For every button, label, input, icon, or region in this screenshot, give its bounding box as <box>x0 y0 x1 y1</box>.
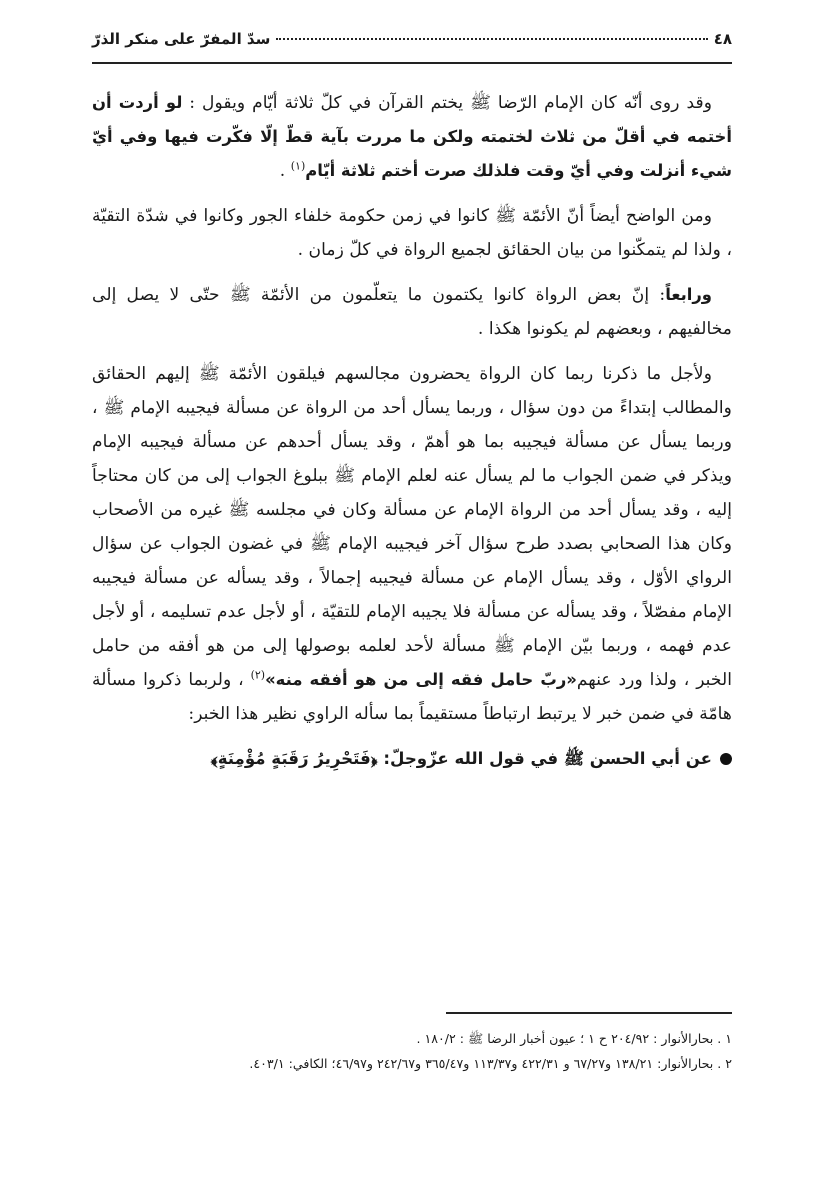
footnote-1: ١ . بحارالأنوار : ٢٠٤/٩٢ ح ١ ؛ عيون أخبار الرضا ﷺ : ١٨٠/٢ . <box>416 1031 732 1046</box>
paragraph-1 <box>92 86 732 188</box>
paragraph-4 <box>92 357 732 731</box>
hadith-quote-1: لو أردت أن أختمه في أقلّ من ثلاث لختمته ولكن ما مررت بآية قطّ إلّا فكّرت فيها وفي أيّ شيء أنزلت وفي أيّ وقت فلذلك صرت أختم ثلاثة أيّام <box>92 92 732 180</box>
bullet-line <box>92 742 732 776</box>
paragraph-3 <box>92 278 732 346</box>
footnote-separator <box>446 1012 732 1014</box>
quran-verse: ﴿فَتَحْرِيرُ رَقَبَةٍ مُؤْمِنَةٍ﴾ <box>210 748 378 768</box>
paragraph-1-end: . <box>279 160 291 181</box>
hadith-quote-2: «ربّ حامل فقه إلى من هو أفقه منه» <box>265 669 577 689</box>
footnote-2: ٢ . بحارالأنوار: ١٣٨/٢١ و٦٧/٢٧ و ٤٢٢/٣١ و١١٣/٣٧ و٣٦٥/٤٧ و٢٤٢/٦٧ و٤٦/٩٧؛ الكافي: ٤٠٣/١. <box>249 1056 732 1071</box>
paragraph-4-text: ولأجل ما ذكرنا ربما كان الرواة يحضرون مجالسهم فيلقون الأئمّة ﷺ إليهم الحقائق والمطالب إبتداءً من دون سؤال ، وربما يسأل أحد من الرواة عن مسألة فيجيبه الإمام ﷺ ، وربما يسأل عن مسألة فيجيبه بما هو أهمّ ، وقد يسأل أحدهم عن مسألة فيجيبه الإمام ويذكر في ضمن الجواب ما لم يسأل عنه لعلم الإمام ﷺ ببلوغ الجواب إلى من كان محتاجاً إليه ، وقد يسأل أحد من الرواة الإمام عن مسألة وكان في مجلسه ﷺ غيره من الأصحاب وكان هذا الصحابي بصدد طرح سؤال آخر فيجيبه الإمام ﷺ في غضون الجواب عن سؤال الرواي الأوّل ، وقد يسأل الإمام عن مسألة فيجيبه إجمالاً ، وقد يسأله عن مسألة فيجيبه الإمام مفصّلاً ، وقد يسأله عن مسألة فلا يجيبه الإمام للتقيّة ، أو لأجل عدم تسليمه ، أو لأجل عدم فهمه ، وربما بيّن الإمام ﷺ مسألة لأحد لعلمه بوصولها إلى من هو أفقه من حامل الخبر ، ولذا ورد عنهم <box>92 363 732 690</box>
running-header <box>92 30 732 60</box>
paragraph-4-end: ، ولربما ذكروا مسألة هامّة في ضمن خبر لا يرتبط ارتباطاً مستقيماً بما سأله الراوي نظير هذا الخبر: <box>92 669 732 724</box>
page-body <box>92 86 732 776</box>
paragraph-2: ومن الواضح أيضاً أنّ الأئمّة ﷺ كانوا في زمن حكومة خلفاء الجور وكانوا في شدّة التقيّة ، ولذا لم يتمكّنوا من بيان الحقائق لجميع الرواة في كلّ زمان . <box>92 205 732 260</box>
header-rule <box>92 62 732 64</box>
dotted-leader <box>276 38 707 40</box>
page-number: ٤٨ <box>713 30 732 48</box>
paragraph-3-text: : إنّ بعض الرواة كانوا يكتمون ما يتعلّمون من الأئمّة ﷺ حتّى لا يصل إلى مخالفيهم ، وبعضهم لم يكونوا هكذا . <box>92 284 732 339</box>
paragraph-3-lead: ورابعاً <box>665 284 712 304</box>
running-title: سدّ المفرّ على منكر الذرّ <box>92 30 271 48</box>
bullet-text: عن أبي الحسن ﷺ في قول الله عزّوجلّ: <box>377 748 712 768</box>
book-page <box>92 30 732 1184</box>
footnote-ref-1[interactable]: (١) <box>290 158 306 172</box>
footnote-ref-2[interactable]: (٢) <box>250 667 266 681</box>
paragraph-1-text: وقد روى أنّه كان الإمام الرّضا ﷺ يختم القرآن في كلّ ثلاثة أيّام ويقول : <box>182 92 712 113</box>
bullet-icon <box>720 753 732 765</box>
footnotes <box>78 1026 732 1076</box>
